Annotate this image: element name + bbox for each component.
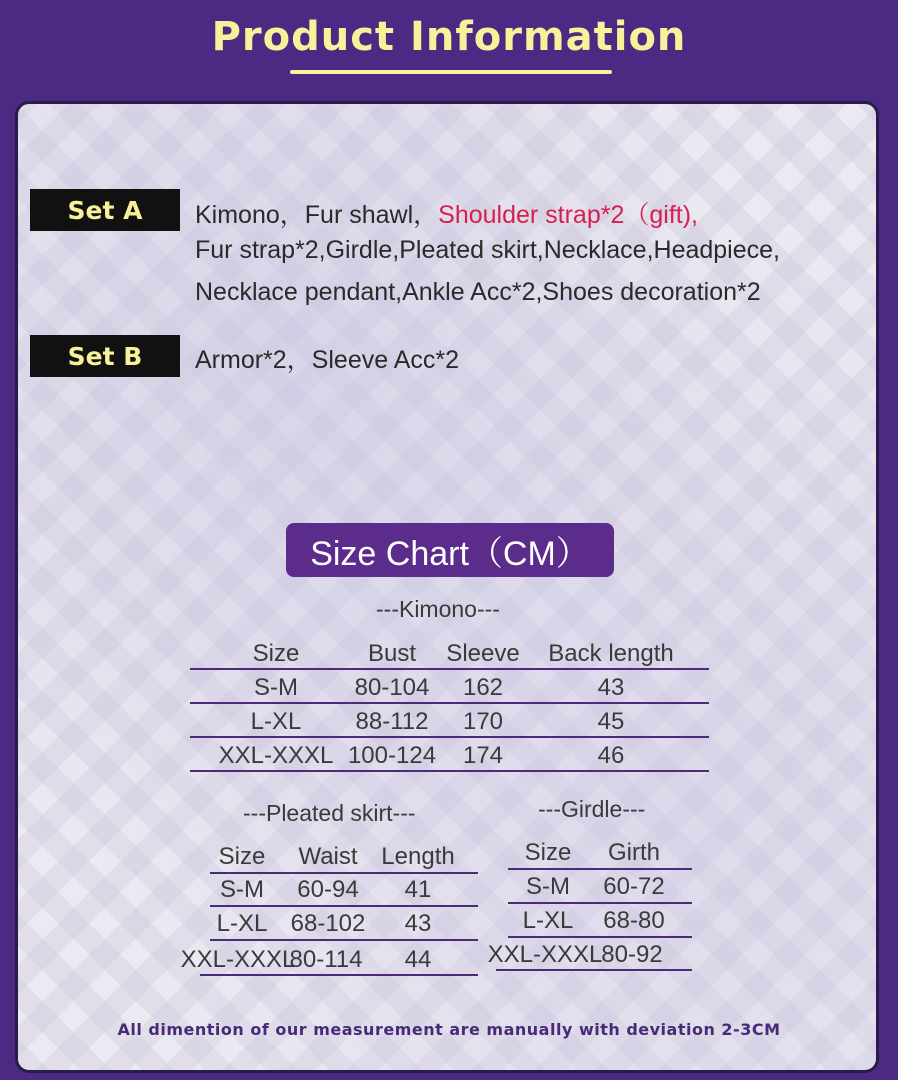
kimono-r0-back: 43 (597, 674, 625, 701)
skirt-r2-size: XXL-XXXL (180, 946, 296, 973)
skirt-rule-3 (200, 974, 478, 976)
kimono-header-back-length: Back length (548, 640, 674, 667)
set-a-badge: Set A (30, 189, 180, 231)
kimono-r2-sleeve: 174 (462, 742, 504, 769)
kimono-r2-size: XXL-XXXL (218, 742, 334, 769)
skirt-r0-length: 41 (404, 876, 432, 903)
set-a-line-1 (195, 195, 698, 231)
title-underline (290, 70, 612, 74)
skirt-rule-0 (210, 872, 478, 874)
skirt-rule-2 (210, 939, 478, 941)
skirt-rule-1 (210, 905, 478, 907)
girdle-rule-3 (496, 969, 692, 971)
skirt-r2-waist: 80-114 (289, 946, 363, 973)
set-b-line-1: Armor*2，Sleeve Acc*2 (195, 346, 460, 374)
skirt-r0-waist: 60-94 (297, 876, 359, 903)
kimono-r0-bust: 80-104 (354, 674, 430, 701)
girdle-header-size: Size (524, 839, 572, 866)
girdle-header-girth: Girth (607, 839, 661, 866)
skirt-header-size: Size (218, 843, 266, 870)
kimono-r1-size: L-XL (250, 708, 302, 735)
skirt-r1-waist: 68-102 (290, 910, 366, 937)
girdle-r1-size: L-XL (522, 907, 574, 934)
girdle-rule-0 (508, 868, 692, 870)
girdle-r2-size: XXL-XXXL (487, 941, 603, 968)
set-a-line-1-text: Kimono，Fur shawl， (195, 201, 439, 229)
kimono-r1-bust: 88-112 (355, 708, 429, 735)
skirt-header-waist: Waist (298, 843, 358, 870)
kimono-rule-0 (190, 668, 709, 670)
kimono-rule-2 (190, 736, 709, 738)
kimono-header-size: Size (252, 640, 300, 667)
skirt-r1-length: 43 (404, 910, 432, 937)
skirt-r1-size: L-XL (216, 910, 268, 937)
kimono-r2-bust: 100-124 (347, 742, 437, 769)
page-title: Product Information (211, 14, 687, 60)
kimono-rule-3 (190, 770, 709, 772)
kimono-r0-size: S-M (254, 674, 298, 701)
set-a-line-3: Necklace pendant,Ankle Acc*2,Shoes decoration*2 (195, 278, 761, 306)
kimono-heading: ---Kimono--- (376, 596, 500, 622)
girdle-r0-girth: 60-72 (603, 873, 665, 900)
girdle-rule-2 (508, 936, 692, 938)
skirt-r2-length: 44 (404, 946, 432, 973)
girdle-r2-girth: 80-92 (601, 941, 663, 968)
kimono-r2-back: 46 (597, 742, 625, 769)
girdle-rule-1 (508, 902, 692, 904)
kimono-rule-1 (190, 702, 709, 704)
girdle-heading: ---Girdle--- (538, 796, 646, 822)
kimono-r1-sleeve: 170 (462, 708, 504, 735)
girdle-r1-girth: 68-80 (603, 907, 665, 934)
kimono-header-sleeve: Sleeve (446, 640, 520, 667)
set-b-badge: Set B (30, 335, 180, 377)
measurement-note: All dimention of our measurement are manually with deviation 2-3CM (117, 1020, 781, 1039)
set-a-gift-text: Shoulder strap*2（gift), (438, 201, 698, 229)
pleated-skirt-heading: ---Pleated skirt--- (243, 800, 416, 826)
skirt-header-length: Length (381, 843, 455, 870)
skirt-r0-size: S-M (220, 876, 264, 903)
size-chart-title: Size Chart（CM） (286, 523, 614, 577)
set-a-line-2: Fur strap*2,Girdle,Pleated skirt,Necklace,Headpiece, (195, 236, 780, 264)
kimono-header-bust: Bust (367, 640, 417, 667)
girdle-r0-size: S-M (526, 873, 570, 900)
kimono-r0-sleeve: 162 (462, 674, 504, 701)
kimono-r1-back: 45 (597, 708, 625, 735)
